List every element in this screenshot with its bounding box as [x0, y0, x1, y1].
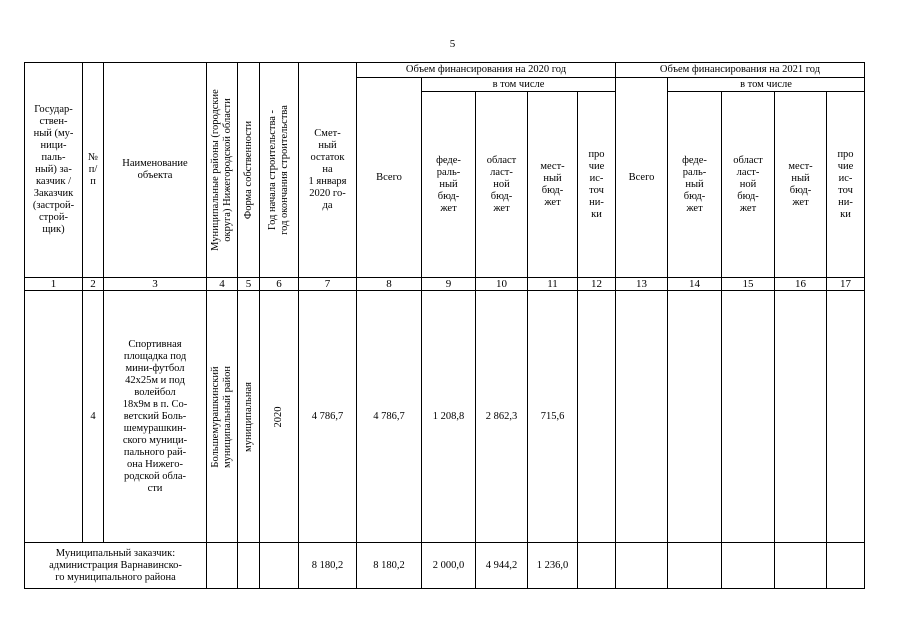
financing-table	[24, 62, 865, 589]
header-regional-2020: област ласт- ной бюд- жет	[476, 92, 528, 278]
column-number: 3	[104, 278, 207, 291]
other-2020	[578, 543, 616, 589]
other-2021	[827, 543, 865, 589]
other-2021	[827, 291, 865, 543]
total-2021	[616, 543, 668, 589]
local-2020: 715,6	[528, 291, 578, 543]
federal-2020: 2 000,0	[422, 543, 476, 589]
total-2020: 4 786,7	[357, 291, 422, 543]
column-number: 8	[357, 278, 422, 291]
other-2020	[578, 291, 616, 543]
column-number: 2	[83, 278, 104, 291]
column-number: 1	[25, 278, 83, 291]
header-regional-2021: област ласт- ной бюд- жет	[722, 92, 775, 278]
ownership-cell: муниципальная	[238, 291, 260, 543]
header-federal-2020: феде- раль- ный бюд- жет	[422, 92, 476, 278]
table-row	[25, 291, 865, 543]
header-estimate-remainder: Смет- ный остаток на 1 января 2020 го- да	[299, 63, 357, 278]
header-total-2021: Всего	[616, 78, 668, 278]
regional-2020: 2 862,3	[476, 291, 528, 543]
column-number: 13	[616, 278, 668, 291]
ownership-cell	[238, 543, 260, 589]
local-2021	[775, 543, 827, 589]
object-name: Спортивная площадка под мини-футбол 42х25м и под волейбол 18х9м в п. Со- ветский Боль- шемурашкин- ского муници- пального рай- она Нижего- родской обла- сти	[104, 291, 207, 543]
municipal-customer: Муниципальный заказчик: администрация Варнавинско- го муниципального района	[25, 543, 207, 589]
header-including-2020: в том числе	[422, 78, 616, 92]
customer-cell	[25, 291, 83, 543]
header-row-number: № п/ п	[83, 63, 104, 278]
header-ownership: Форма собственности	[238, 63, 260, 278]
column-number: 14	[668, 278, 722, 291]
header-local-2020: мест- ный бюд- жет	[528, 92, 578, 278]
column-number: 17	[827, 278, 865, 291]
header-financing-2020: Объем финансирования на 2020 год	[357, 63, 616, 78]
column-number: 16	[775, 278, 827, 291]
estimate-remainder: 4 786,7	[299, 291, 357, 543]
federal-2021	[668, 543, 722, 589]
row-number: 4	[83, 291, 104, 543]
column-number: 12	[578, 278, 616, 291]
header-customer: Государ- ствен- ный (му- ници- паль- ный) за- казчик / Заказчик (застрой- строй- щик)	[25, 63, 83, 278]
header-federal-2021: феде- раль- ный бюд- жет	[668, 92, 722, 278]
column-number: 10	[476, 278, 528, 291]
local-2021	[775, 291, 827, 543]
header-other-2020: про чие ис- точ ни- ки	[578, 92, 616, 278]
regional-2021	[722, 543, 775, 589]
total-2020: 8 180,2	[357, 543, 422, 589]
column-number: 6	[260, 278, 299, 291]
header-local-2021: мест- ный бюд- жет	[775, 92, 827, 278]
years-cell	[260, 543, 299, 589]
header-district: Муниципальные районы (городские округа) Нижегородской области	[207, 63, 238, 278]
column-number: 11	[528, 278, 578, 291]
column-number: 7	[299, 278, 357, 291]
regional-2021	[722, 291, 775, 543]
table-row	[25, 543, 865, 589]
header-financing-2021: Объем финансирования на 2021 год	[616, 63, 865, 78]
header-years: Год начала строительства - год окончания строительства	[260, 63, 299, 278]
district-cell	[207, 543, 238, 589]
district-cell: Большемурашкинский муниципальный район	[207, 291, 238, 543]
years-cell: 2020	[260, 291, 299, 543]
local-2020: 1 236,0	[528, 543, 578, 589]
header-total-2020: Всего	[357, 78, 422, 278]
regional-2020: 4 944,2	[476, 543, 528, 589]
total-2021	[616, 291, 668, 543]
header-other-2021: про чие ис- точ ни- ки	[827, 92, 865, 278]
column-numbers-row	[25, 278, 865, 291]
header-object-name: Наименование объекта	[104, 63, 207, 278]
column-number: 5	[238, 278, 260, 291]
column-number: 9	[422, 278, 476, 291]
federal-2020: 1 208,8	[422, 291, 476, 543]
federal-2021	[668, 291, 722, 543]
page-number: 5	[449, 38, 456, 50]
column-number: 4	[207, 278, 238, 291]
estimate-remainder: 8 180,2	[299, 543, 357, 589]
column-number: 15	[722, 278, 775, 291]
header-including-2021: в том числе	[668, 78, 865, 92]
